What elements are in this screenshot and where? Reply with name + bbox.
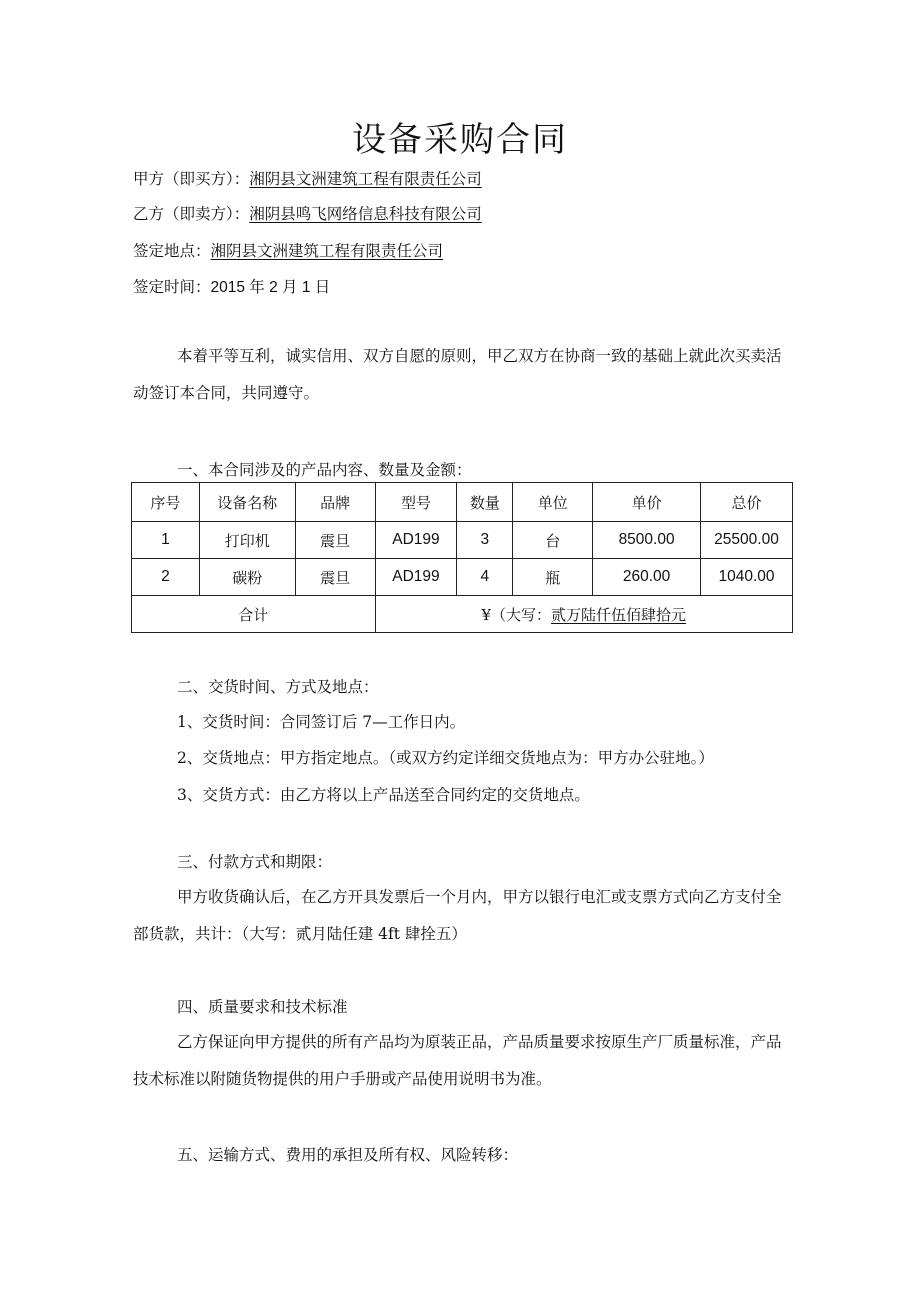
cell-qty: 4 [457,559,513,596]
cell-no: 1 [132,522,200,559]
cell-name: 打印机 [199,522,295,559]
cell-unit: 瓶 [513,559,593,596]
section2-heading: 二、交货时间、方式及地点： [177,678,379,696]
table-row [132,559,793,596]
section3-heading: 三、付款方式和期限： [177,853,333,871]
table-header-row [132,483,793,522]
section2-item-method: 3、交货方式：由乙方将以上产品送至合同约定的交货地点。 [177,786,590,804]
cell-price: 260.00 [593,559,701,596]
cell-brand: 震旦 [295,522,375,559]
sign-time-line [133,276,330,299]
col-header-total: 总价 [701,483,793,522]
col-header-unit: 单位 [513,483,593,522]
sign-place-line [133,240,443,262]
total-prefix: ¥（大写： [481,605,552,624]
table-row [132,522,793,559]
party-b-value: 湘阴县鸣飞网络信息科技有限公司 [249,205,482,223]
cell-name: 碳粉 [199,559,295,596]
section5-heading: 五、运输方式、费用的承担及所有权、风险转移： [177,1146,519,1164]
section4-heading: 四、质量要求和技术标准 [177,998,348,1016]
total-amount [375,596,793,633]
sign-time-label: 签定时间： [133,278,211,296]
table-total-row [132,596,793,633]
col-header-no: 序号 [132,483,200,522]
sign-place-value: 湘阴县文洲建筑工程有限责任公司 [210,242,444,260]
cell-price: 8500.00 [593,522,701,559]
preamble: 本着平等互利，诚实信用、双方自愿的原则，甲乙双方在协商一致的基础上就此次买卖活动签订本合同，共同遵守。 [133,347,782,402]
section4-body: 乙方保证向甲方提供的所有产品均为原装正品，产品质量要求按原生产厂质量标准，产品技术标准以附随货物提供的用户手册或产品使用说明书为准。 [133,1033,782,1088]
cell-total: 1040.00 [701,559,793,596]
cell-qty: 3 [457,522,513,559]
sign-time-value: 2015 年 2 月 1 日 [210,279,331,296]
col-header-price: 单价 [593,483,701,522]
cell-brand: 震旦 [295,559,375,596]
total-label: 合计 [132,596,376,633]
cell-model: AD199 [375,522,457,559]
section2-item-place: 2、交货地点：甲方指定地点。（或双方约定详细交货地点为：甲方办公驻地。） [177,749,714,767]
cell-model: AD199 [375,559,457,596]
party-b-label: 乙方（即卖方）： [133,205,250,223]
party-a-label: 甲方（即买方）： [133,170,250,188]
cell-no: 2 [132,559,200,596]
col-header-brand: 品牌 [295,483,375,522]
col-header-name: 设备名称 [199,483,295,522]
sign-place-label: 签定地点： [133,242,211,260]
section2-item-time: 1、交货时间：合同签订后 7—工作日内。 [177,713,466,731]
document-title: 设备采购合同 [352,120,568,160]
cell-unit: 台 [513,522,593,559]
section1-heading: 一、本合同涉及的产品内容、数量及金额： [177,461,472,479]
total-words: 贰万陆仟伍佰肆拾元 [551,605,687,624]
product-table [131,482,793,633]
party-a-value: 湘阴县文洲建筑工程有限责任公司 [249,170,482,188]
cell-total: 25500.00 [701,522,793,559]
section3-body: 甲方收货确认后，在乙方开具发票后一个月内，甲方以银行电汇或支票方式向乙方支付全部货款，共计：（大写：贰月陆任建 4ft 肆拴五） [133,888,782,943]
col-header-model: 型号 [375,483,457,522]
col-header-qty: 数量 [457,483,513,522]
party-b-line [133,203,482,225]
party-a-line [133,168,482,190]
